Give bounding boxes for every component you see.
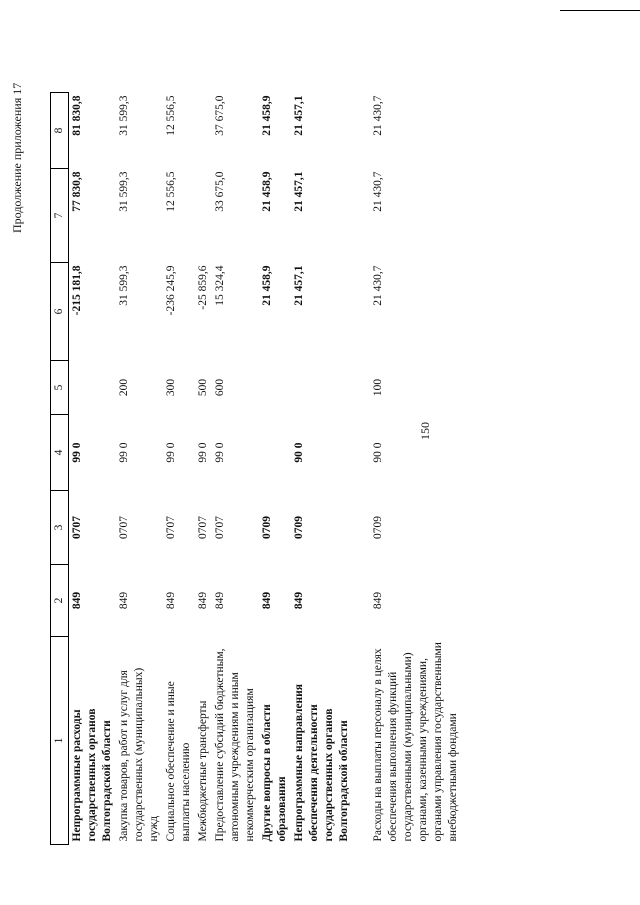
header-cell: 3 bbox=[51, 491, 69, 565]
row-value-cell: 99 0 bbox=[214, 442, 226, 463]
row-value-cell: 0709 bbox=[372, 516, 384, 539]
table-row bbox=[353, 93, 462, 845]
row-value-cell bbox=[195, 93, 212, 169]
row-value-cell bbox=[259, 415, 291, 491]
row-value-cell: 200 bbox=[118, 378, 130, 397]
table-row bbox=[163, 93, 195, 845]
row-value-cell: 37 675,0 bbox=[214, 95, 226, 136]
row-value-cell: 21 430,7 bbox=[372, 171, 384, 212]
row-value-cell bbox=[259, 361, 291, 415]
table-row bbox=[291, 93, 353, 845]
row-value-cell: 31 599,3 bbox=[118, 171, 130, 212]
row-value-cell: 12 556,5 bbox=[165, 95, 177, 136]
header-cell: 8 bbox=[51, 93, 69, 169]
row-value-cell: -25 859,6 bbox=[197, 265, 209, 310]
row-value-cell: 0707 bbox=[197, 516, 209, 539]
row-value-cell: 0709 bbox=[293, 516, 305, 539]
row-value-cell: 849 bbox=[118, 591, 130, 610]
top-rule-line bbox=[560, 10, 640, 11]
row-value-cell: 500 bbox=[197, 378, 209, 397]
row-value-cell: 0707 bbox=[118, 516, 130, 539]
row-label-cell: Социальное обеспечение и иные выплаты населению bbox=[165, 681, 192, 842]
header-cell: 6 bbox=[51, 263, 69, 361]
row-label-cell: Закупка товаров, работ и услуг для государственных (муниципальных) нужд bbox=[118, 667, 160, 842]
row-value-cell: 99 0 bbox=[197, 442, 209, 463]
row-value-cell: 90 0 bbox=[293, 442, 305, 463]
row-value-cell: 300 bbox=[165, 378, 177, 397]
row-value-cell: 849 bbox=[71, 591, 83, 610]
row-value-cell: 0707 bbox=[165, 516, 177, 539]
row-label-cell: Непрограммные расходы государственных органов Волгоградской области bbox=[71, 708, 113, 842]
header-cell: 2 bbox=[51, 565, 69, 637]
appendix-note: Продолжение приложения 17 bbox=[10, 82, 24, 233]
header-cell: 7 bbox=[51, 169, 69, 263]
row-value-cell: 21 458,9 bbox=[261, 95, 273, 136]
row-value-cell: 99 0 bbox=[71, 442, 83, 463]
row-label-cell: Расходы на выплаты персоналу в целях обеспечения выполнения функций государственными (муниципальными) органами, казенными учреждениями, органами управления государственными внебюджетными фондами bbox=[372, 642, 459, 842]
row-value-cell: 12 556,5 bbox=[165, 171, 177, 212]
row-value-cell: 849 bbox=[214, 591, 226, 610]
row-value-cell: 77 830,8 bbox=[71, 171, 83, 212]
page-number: 150 bbox=[418, 422, 432, 440]
row-label-cell: Другие вопросы в области образования bbox=[261, 704, 288, 842]
row-value-cell: 21 430,7 bbox=[372, 95, 384, 136]
table-row bbox=[195, 93, 212, 845]
header-row bbox=[51, 93, 69, 845]
row-value-cell: 849 bbox=[293, 591, 305, 610]
row-value-cell: 21 457,1 bbox=[293, 171, 305, 212]
row-value-cell: 21 430,7 bbox=[372, 265, 384, 306]
row-value-cell: 90 0 bbox=[372, 442, 384, 463]
row-value-cell: 99 0 bbox=[165, 442, 177, 463]
row-value-cell: -215 181,8 bbox=[71, 265, 83, 316]
row-value-cell: 31 599,3 bbox=[118, 95, 130, 136]
row-value-cell: 600 bbox=[214, 378, 226, 397]
row-value-cell: 0709 bbox=[261, 516, 273, 539]
row-value-cell: 100 bbox=[372, 378, 384, 397]
row-value-cell bbox=[291, 361, 353, 415]
table-row bbox=[212, 93, 259, 845]
row-value-cell: 849 bbox=[165, 591, 177, 610]
row-value-cell: 33 675,0 bbox=[214, 171, 226, 212]
row-value-cell: 21 458,9 bbox=[261, 171, 273, 212]
row-value-cell: 0707 bbox=[71, 516, 83, 539]
row-value-cell: 0707 bbox=[214, 516, 226, 539]
row-value-cell: 31 599,3 bbox=[118, 265, 130, 306]
row-value-cell bbox=[195, 169, 212, 263]
row-label-cell: Непрограммные направления обеспечения деятельности государственных органов Волгоградской области bbox=[293, 683, 350, 842]
header-cell: 5 bbox=[51, 361, 69, 415]
header-cell: 1 bbox=[51, 637, 69, 845]
row-value-cell: 21 458,9 bbox=[261, 265, 273, 306]
table-body bbox=[69, 93, 463, 845]
row-value-cell bbox=[69, 361, 117, 415]
row-value-cell: 21 457,1 bbox=[293, 95, 305, 136]
row-value-cell: 81 830,8 bbox=[71, 95, 83, 136]
header-cell: 4 bbox=[51, 415, 69, 491]
budget-table bbox=[50, 92, 462, 845]
table-row bbox=[259, 93, 291, 845]
row-label-cell: Межбюджетные трансферты bbox=[197, 700, 209, 842]
row-value-cell: -236 245,9 bbox=[165, 265, 177, 316]
table-row bbox=[69, 93, 117, 845]
table-row bbox=[116, 93, 163, 845]
row-value-cell: 849 bbox=[197, 591, 209, 610]
row-value-cell: 849 bbox=[372, 591, 384, 610]
rotated-page-content bbox=[10, 70, 570, 845]
row-value-cell: 15 324,4 bbox=[214, 265, 226, 306]
row-value-cell: 99 0 bbox=[118, 442, 130, 463]
row-value-cell: 21 457,1 bbox=[293, 265, 305, 306]
row-label-cell: Предоставление субсидий бюджетным, автономным учреждениям и иным некоммерческим организациям bbox=[214, 648, 256, 842]
row-value-cell: 849 bbox=[261, 591, 273, 610]
